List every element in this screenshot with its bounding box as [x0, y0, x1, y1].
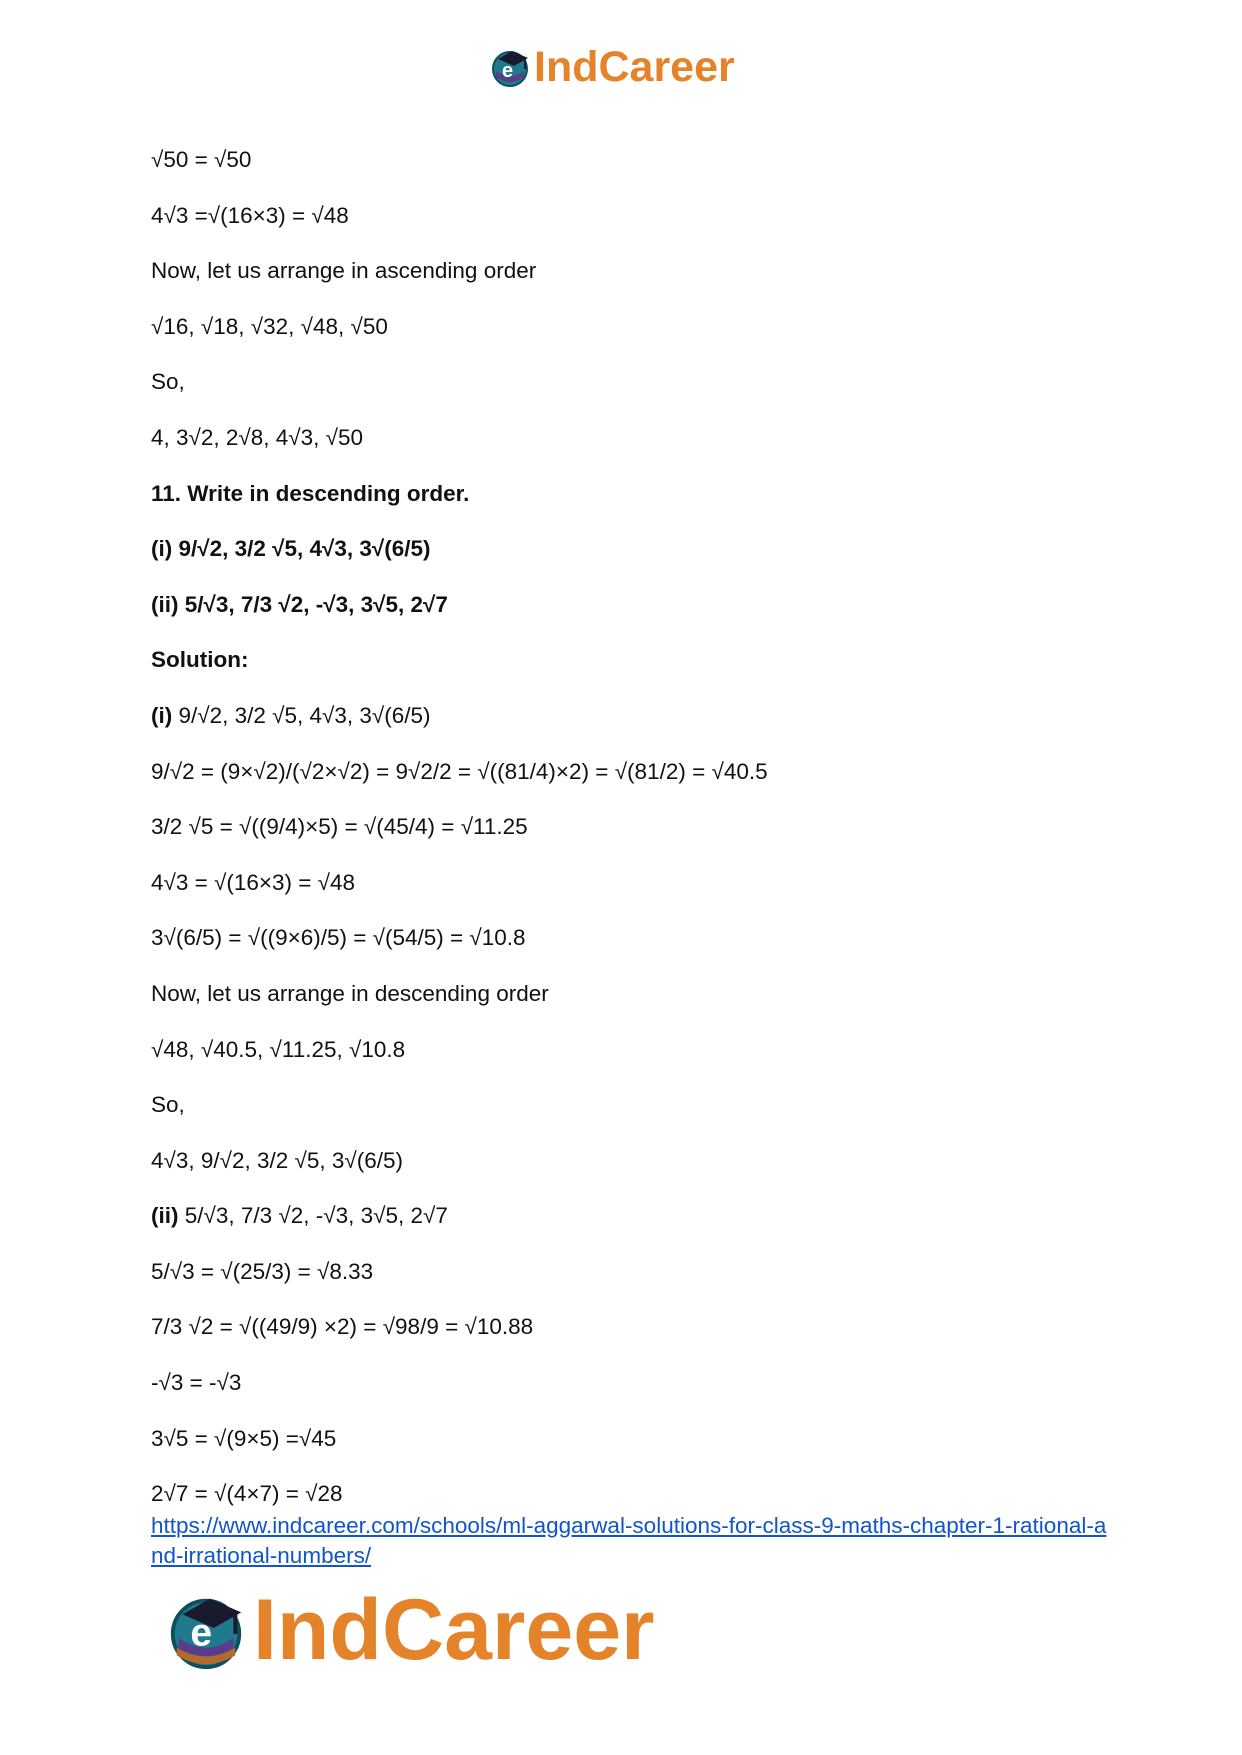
- solution-part-label-line: [151, 1202, 1101, 1230]
- svg-text:e: e: [502, 60, 514, 82]
- text-line: 4, 3√2, 2√8, 4√3, √50: [151, 424, 364, 450]
- text-line: 3√5 = √(9×5) =√45: [151, 1425, 337, 1451]
- text-line: So,: [151, 369, 185, 395]
- part-text: 9/√2, 3/2 √5, 4√3, 3√(6/5): [172, 702, 431, 728]
- solution-heading: Solution:: [151, 647, 249, 673]
- brand-name: IndCareer: [253, 1582, 655, 1678]
- text-line: 4√3, 9/√2, 3/2 √5, 3√(6/5): [151, 1147, 404, 1173]
- text-line: 5/√3 = √(25/3) = √8.33: [151, 1258, 374, 1284]
- text-line: 4√3 = √(16×3) = √48: [151, 869, 356, 895]
- document-body: [151, 146, 1101, 1536]
- text-line: Now, let us arrange in descending order: [151, 980, 549, 1006]
- text-line: 2√7 = √(4×7) = √28: [151, 1481, 343, 1507]
- source-url-link[interactable]: https://www.indcareer.com/schools/ml-aggarwal-solutions-for-class-9-maths-chapter-1-rational-and-irrational-numbers/: [151, 1513, 1107, 1568]
- text-line: 7/3 √2 = √((49/9) ×2) = √98/9 = √10.88: [151, 1314, 534, 1340]
- text-line: √50 = √50: [151, 147, 252, 172]
- question-part: (ii) 5/√3, 7/3 √2, -√3, 3√5, 2√7: [151, 591, 448, 617]
- footer-logo: [163, 1580, 655, 1680]
- text-line: 9/√2 = (9×√2)/(√2×√2) = 9√2/2 = √((81/4)×2) = √(81/2) = √40.5: [151, 758, 768, 784]
- part-label: (i): [151, 702, 173, 728]
- part-text: 5/√3, 7/3 √2, -√3, 3√5, 2√7: [178, 1203, 448, 1229]
- text-line: -√3 = -√3: [151, 1370, 242, 1396]
- text-line: 3√(6/5) = √((9×6)/5) = √(54/5) = √10.8: [151, 925, 526, 951]
- text-line: 3/2 √5 = √((9/4)×5) = √(45/4) = √11.25: [151, 814, 528, 840]
- question-heading: 11. Write in descending order.: [151, 480, 470, 506]
- brand-name: IndCareer: [534, 42, 735, 91]
- solution-part-label-line: [151, 702, 1101, 730]
- graduation-cap-globe-icon: [488, 45, 532, 89]
- text-line: So,: [151, 1092, 185, 1118]
- question-part: (i) 9/√2, 3/2 √5, 4√3, 3√(6/5): [151, 536, 431, 562]
- graduation-cap-globe-books-icon: [163, 1587, 249, 1673]
- header-logo: [488, 42, 735, 92]
- text-line: √16, √18, √32, √48, √50: [151, 313, 388, 339]
- text-line: Now, let us arrange in ascending order: [151, 258, 537, 284]
- text-line: √48, √40.5, √11.25, √10.8: [151, 1036, 406, 1062]
- part-label: (ii): [151, 1203, 179, 1229]
- text-line: 4√3 =√(16×3) = √48: [151, 202, 349, 228]
- svg-text:e: e: [190, 1611, 213, 1655]
